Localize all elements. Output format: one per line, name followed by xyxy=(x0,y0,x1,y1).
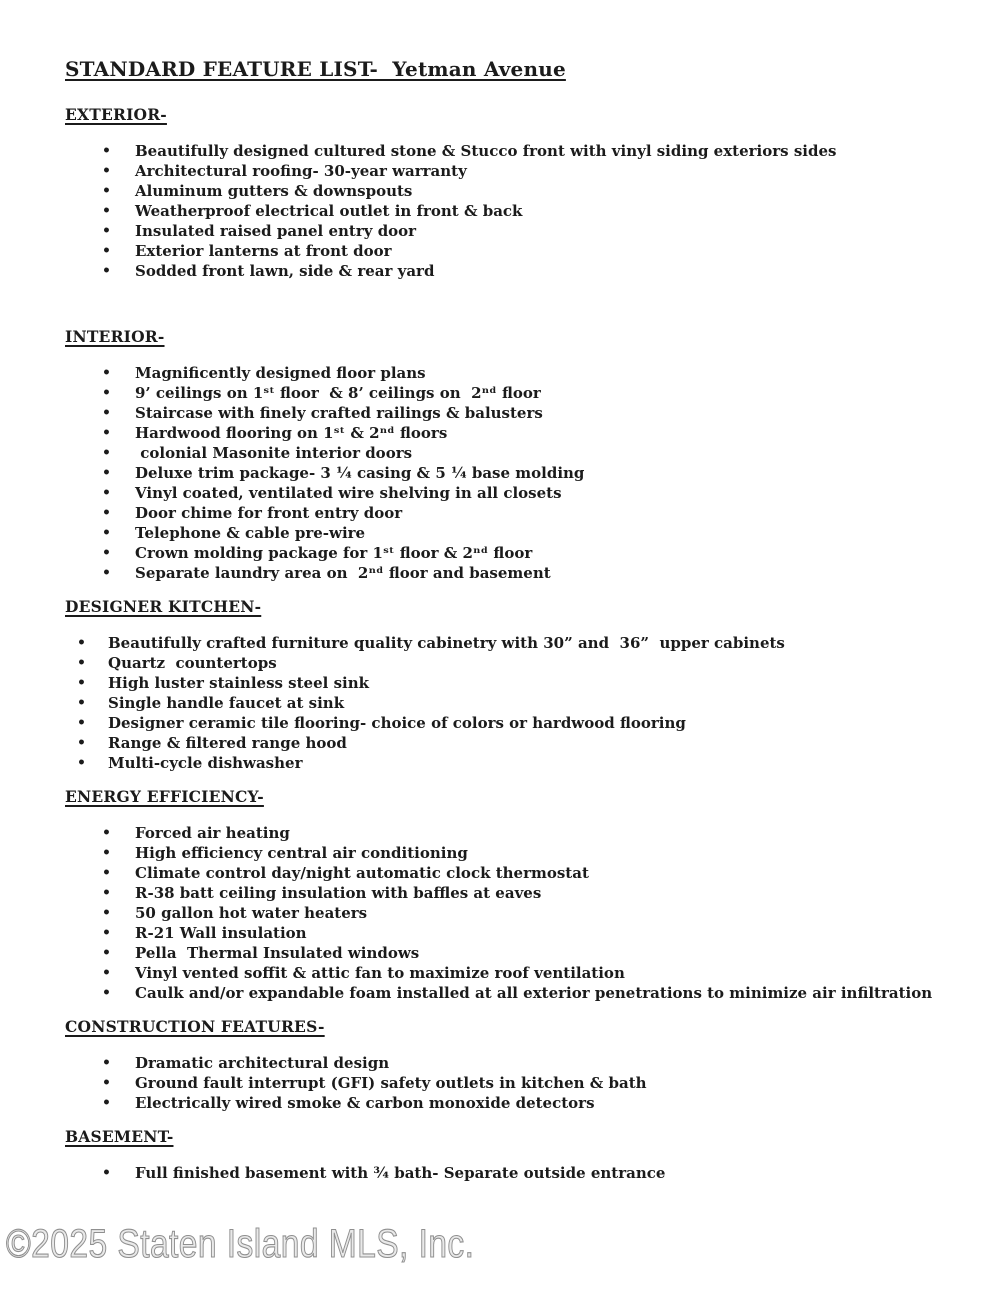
feature-item-text: Staircase with finely crafted railings & balusters xyxy=(135,404,543,422)
bullet-icon: • xyxy=(77,635,86,651)
bullet-icon: • xyxy=(77,655,86,671)
watermark: ©2025 Staten Island MLS, Inc. xyxy=(6,1222,475,1266)
bullet-icon: • xyxy=(102,945,111,961)
bullet-list xyxy=(65,1163,961,1183)
feature-item-text: Designer ceramic tile flooring- choice of colors or hardwood flooring xyxy=(108,714,686,732)
feature-item-text: Dramatic architectural design xyxy=(135,1054,390,1072)
bullet-icon: • xyxy=(102,565,111,581)
list-item xyxy=(77,693,961,713)
feature-item-text: colonial Masonite interior doors xyxy=(135,444,413,462)
feature-item-text: Forced air heating xyxy=(135,824,290,842)
bullet-list xyxy=(65,1053,961,1113)
list-item xyxy=(102,1163,961,1183)
bullet-icon: • xyxy=(102,1095,111,1111)
list-item xyxy=(102,483,961,503)
list-item xyxy=(77,713,961,733)
feature-item-text: Aluminum gutters & downspouts xyxy=(135,182,413,200)
bullet-icon: • xyxy=(102,485,111,501)
bullet-icon: • xyxy=(102,163,111,179)
bullet-icon: • xyxy=(102,985,111,1001)
bullet-icon: • xyxy=(102,965,111,981)
feature-item-text: R-38 batt ceiling insulation with baffles at eaves xyxy=(135,884,542,902)
list-item xyxy=(102,963,961,983)
list-item xyxy=(102,161,961,181)
sections-container xyxy=(65,105,961,1183)
list-item xyxy=(102,443,961,463)
list-item xyxy=(102,983,961,1003)
bullet-list xyxy=(65,633,961,773)
bullet-icon: • xyxy=(102,925,111,941)
bullet-icon: • xyxy=(102,243,111,259)
list-item xyxy=(102,563,961,583)
list-item xyxy=(102,1053,961,1073)
feature-item-text: Separate laundry area on 2ⁿᵈ floor and basement xyxy=(135,564,551,582)
page-title: STANDARD FEATURE LIST- Yetman Avenue xyxy=(65,57,566,81)
list-item xyxy=(102,1093,961,1113)
feature-item-text: Hardwood flooring on 1ˢᵗ & 2ⁿᵈ floors xyxy=(135,424,448,442)
bullet-icon: • xyxy=(77,715,86,731)
list-item xyxy=(102,141,961,161)
bullet-icon: • xyxy=(77,695,86,711)
bullet-list xyxy=(65,141,961,281)
section-heading: CONSTRUCTION FEATURES- xyxy=(65,1017,325,1036)
feature-item-text: High efficiency central air conditioning xyxy=(135,844,468,862)
list-item xyxy=(77,753,961,773)
bullet-icon: • xyxy=(102,263,111,279)
feature-section xyxy=(65,1017,961,1113)
list-item xyxy=(102,423,961,443)
list-item xyxy=(102,943,961,963)
list-item xyxy=(102,883,961,903)
section-heading: EXTERIOR- xyxy=(65,105,167,124)
feature-item-text: R-21 Wall insulation xyxy=(135,924,307,942)
list-item xyxy=(102,261,961,281)
list-item xyxy=(102,181,961,201)
feature-section xyxy=(65,1127,961,1183)
list-item xyxy=(77,633,961,653)
bullet-icon: • xyxy=(102,425,111,441)
feature-section xyxy=(65,105,961,281)
list-item xyxy=(102,903,961,923)
feature-item-text: Insulated raised panel entry door xyxy=(135,222,417,240)
list-item xyxy=(77,653,961,673)
list-item xyxy=(102,863,961,883)
bullet-list xyxy=(65,823,961,1003)
list-item xyxy=(102,383,961,403)
feature-item-text: Beautifully crafted furniture quality cabinetry with 30” and 36” upper cabinets xyxy=(108,634,785,652)
bullet-icon: • xyxy=(102,1075,111,1091)
list-item xyxy=(102,523,961,543)
feature-item-text: Telephone & cable pre-wire xyxy=(135,524,366,542)
section-heading: ENERGY EFFICIENCY- xyxy=(65,787,264,806)
list-item xyxy=(102,843,961,863)
feature-item-text: Caulk and/or expandable foam installed at all exterior penetrations to minimize air infiltration xyxy=(135,984,933,1002)
feature-item-text: Vinyl vented soffit & attic fan to maximize roof ventilation xyxy=(135,964,625,982)
section-heading: INTERIOR- xyxy=(65,327,165,346)
list-item xyxy=(102,463,961,483)
feature-item-text: High luster stainless steel sink xyxy=(108,674,370,692)
feature-item-text: Single handle faucet at sink xyxy=(108,694,345,712)
bullet-icon: • xyxy=(102,203,111,219)
list-item xyxy=(102,923,961,943)
list-item xyxy=(102,503,961,523)
bullet-icon: • xyxy=(102,405,111,421)
feature-item-text: Weatherproof electrical outlet in front & back xyxy=(135,202,523,220)
bullet-icon: • xyxy=(102,545,111,561)
bullet-icon: • xyxy=(102,525,111,541)
feature-item-text: Full finished basement with ¾ bath- Separate outside entrance xyxy=(135,1164,666,1182)
feature-item-text: Pella Thermal Insulated windows xyxy=(135,944,420,962)
feature-item-text: Sodded front lawn, side & rear yard xyxy=(135,262,435,280)
bullet-icon: • xyxy=(102,1165,111,1181)
feature-item-text: Multi-cycle dishwasher xyxy=(108,754,303,772)
feature-item-text: Architectural roofing- 30-year warranty xyxy=(135,162,467,180)
bullet-icon: • xyxy=(102,885,111,901)
list-item xyxy=(102,201,961,221)
feature-item-text: Deluxe trim package- 3 ¼ casing & 5 ¼ base molding xyxy=(135,464,585,482)
list-item xyxy=(77,673,961,693)
list-item xyxy=(102,241,961,261)
bullet-icon: • xyxy=(102,385,111,401)
list-item xyxy=(102,823,961,843)
bullet-icon: • xyxy=(77,735,86,751)
list-item xyxy=(77,733,961,753)
bullet-icon: • xyxy=(102,223,111,239)
list-item xyxy=(102,403,961,423)
feature-section xyxy=(65,597,961,773)
section-heading: BASEMENT- xyxy=(65,1127,174,1146)
bullet-icon: • xyxy=(102,865,111,881)
bullet-icon: • xyxy=(102,143,111,159)
feature-item-text: Vinyl coated, ventilated wire shelving in all closets xyxy=(135,484,562,502)
feature-item-text: 50 gallon hot water heaters xyxy=(135,904,368,922)
bullet-icon: • xyxy=(77,755,86,771)
feature-item-text: Electrically wired smoke & carbon monoxide detectors xyxy=(135,1094,595,1112)
bullet-icon: • xyxy=(102,183,111,199)
bullet-icon: • xyxy=(102,465,111,481)
feature-item-text: Ground fault interrupt (GFI) safety outlets in kitchen & bath xyxy=(135,1074,647,1092)
feature-section xyxy=(65,327,961,583)
feature-item-text: Exterior lanterns at front door xyxy=(135,242,392,260)
section-heading: DESIGNER KITCHEN- xyxy=(65,597,262,616)
bullet-icon: • xyxy=(77,675,86,691)
bullet-icon: • xyxy=(102,825,111,841)
list-item xyxy=(102,363,961,383)
feature-item-text: 9’ ceilings on 1ˢᵗ floor & 8’ ceilings on 2ⁿᵈ floor xyxy=(135,384,541,402)
list-item xyxy=(102,1073,961,1093)
bullet-list xyxy=(65,363,961,583)
feature-section xyxy=(65,787,961,1003)
feature-item-text: Magnificently designed floor plans xyxy=(135,364,426,382)
bullet-icon: • xyxy=(102,1055,111,1071)
bullet-icon: • xyxy=(102,845,111,861)
feature-item-text: Quartz countertops xyxy=(108,654,277,672)
feature-item-text: Climate control day/night automatic clock thermostat xyxy=(135,864,589,882)
bullet-icon: • xyxy=(102,365,111,381)
bullet-icon: • xyxy=(102,905,111,921)
bullet-icon: • xyxy=(102,505,111,521)
feature-item-text: Range & filtered range hood xyxy=(108,734,347,752)
list-item xyxy=(102,221,961,241)
list-item xyxy=(102,543,961,563)
feature-item-text: Door chime for front entry door xyxy=(135,504,403,522)
feature-item-text: Beautifully designed cultured stone & Stucco front with vinyl siding exteriors sides xyxy=(135,142,837,160)
feature-item-text: Crown molding package for 1ˢᵗ floor & 2ⁿᵈ floor xyxy=(135,544,533,562)
bullet-icon: • xyxy=(102,445,111,461)
